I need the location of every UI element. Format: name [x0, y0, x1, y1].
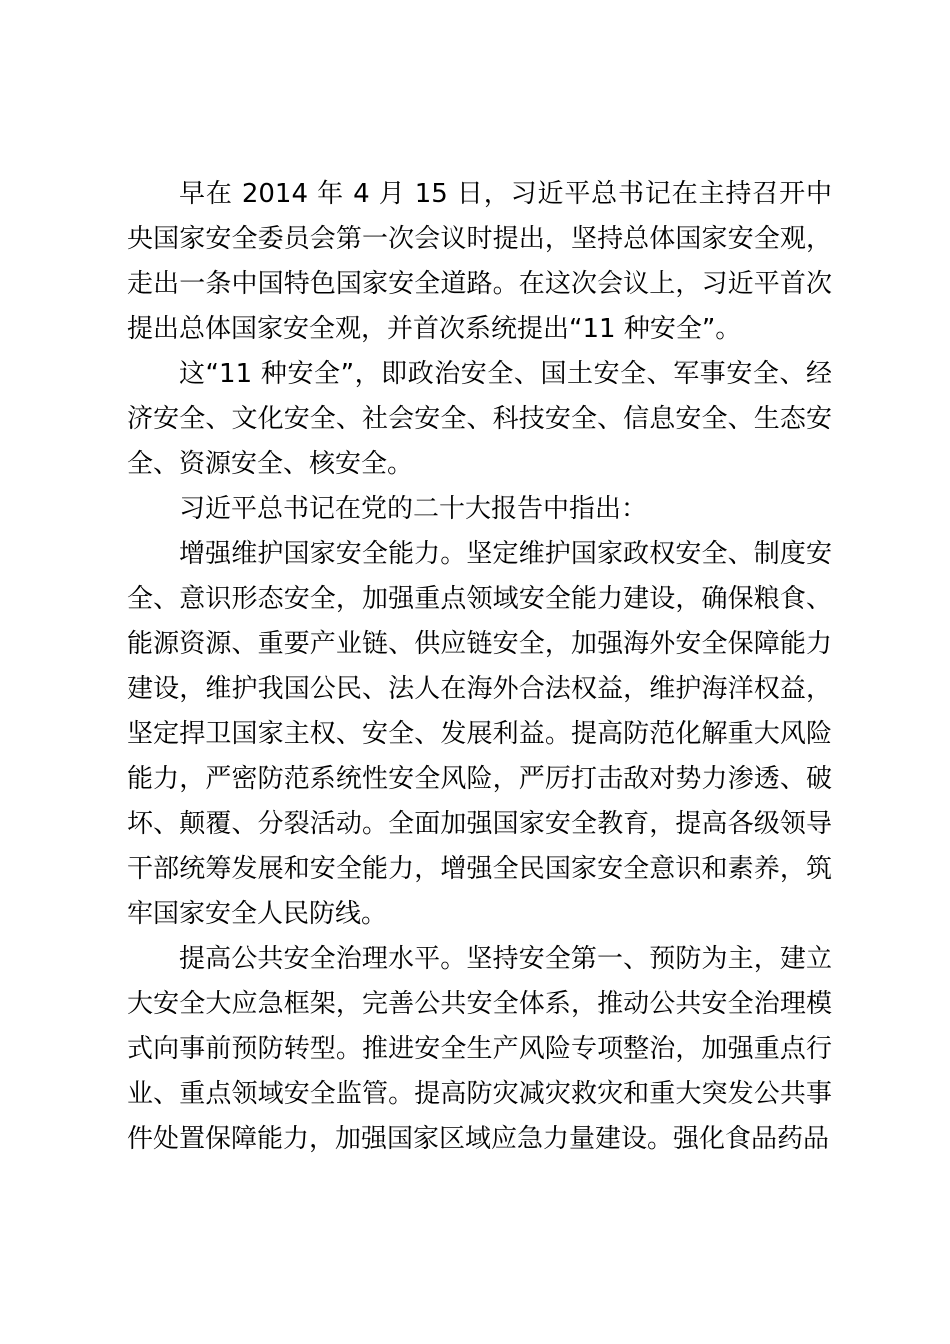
paragraph-public-security-governance: 提高公共安全治理水平。坚持安全第一、预防为主，建立大安全大应急框架，完善公共安全体系，推动公共安全治理模式向事前预防转型。推进安全生产风险专项整治，加强重点行业、重点领域安全监管。提高防灾减灾救灾和重大突发公共事件处置保障能力，加强国家区域应急力量建设。强化食品药品: [127, 944, 832, 1154]
document-body: [127, 172, 832, 1162]
paragraph-national-security-capacity: 增强维护国家安全能力。坚定维护国家政权安全、制度安全、意识形态安全，加强重点领域安全能力建设，确保粮食、能源资源、重要产业链、供应链安全，加强海外安全保障能力建设，维护我国公民、法人在海外合法权益，维护海洋权益，坚定捍卫国家主权、安全、发展利益。提高防范化解重大风险能力，严密防范系统性安全风险，严厉打击敌对势力渗透、破坏、颠覆、分裂活动。全面加强国家安全教育，提高各级领导干部统筹发展和安全能力，增强全民国家安全意识和素养，筑牢国家安全人民防线。: [127, 539, 832, 929]
paragraph-report-intro: 习近平总书记在党的二十大报告中指出：: [179, 494, 648, 524]
paragraph-eleven-securities: 这“11 种安全”，即政治安全、国土安全、军事安全、经济安全、文化安全、社会安全、科技安全、信息安全、生态安全、资源安全、核安全。: [127, 359, 832, 479]
paragraph-first-meeting: 早在 2014 年 4 月 15 日，习近平总书记在主持召开中央国家安全委员会第一次会议时提出，坚持总体国家安全观，走出一条中国特色国家安全道路。在这次会议上，习近平首次提出总体国家安全观，并首次系统提出“11 种安全”。: [127, 179, 832, 344]
